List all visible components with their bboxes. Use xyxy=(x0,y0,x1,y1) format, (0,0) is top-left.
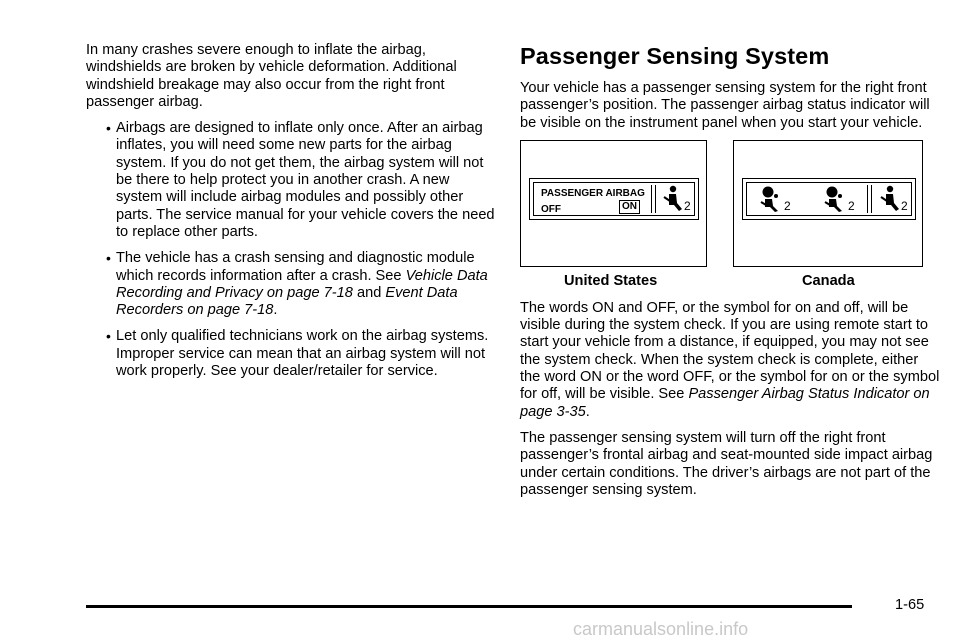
system-check-paragraph: The words ON and OFF, or the symbol for on and off, will be visible during the system check. If you are using remote start to start your vehicle from a distance, if equipped, you may not see the system check. When the system check is complete, either the word ON or the word OFF, or the symbol for on or the symbol for off, will be visible. See Passenger Airbag Status Indicator on page 3-35. xyxy=(520,299,940,420)
intro-paragraph: In many crashes severe enough to inflate the airbag, windshields are broken by vehicle deformation. Additional windshield breakage may also occur from the right front passenger airbag. xyxy=(86,42,457,110)
divider xyxy=(867,185,868,213)
section-heading: Passenger Sensing System xyxy=(520,43,830,69)
panel-on-label: ON xyxy=(619,200,640,214)
sensing-paragraph: The passenger sensing system will turn off the right front passenger’s frontal airbag and seat-mounted side impact airbag under certain conditions. The driver’s airbags are not part of the passenger sensing system. xyxy=(520,429,933,498)
superscript: 2 xyxy=(901,198,908,213)
bullet-text: and xyxy=(352,284,386,301)
us-indicator-figure xyxy=(520,140,707,267)
bullet-text: Let only qualified technicians work on the airbag systems. Improper service can mean that an airbag system will not work properly. See your dealer/retailer for service. xyxy=(116,328,489,380)
watermark: carmanualsonline.info xyxy=(573,619,749,639)
superscript: 2 xyxy=(684,198,691,213)
airbag-off-icon xyxy=(823,185,849,213)
superscript: 2 xyxy=(784,198,791,213)
panel-label: PASSENGER AIRBAG xyxy=(541,187,645,199)
cross-reference-link[interactable]: Vehicle Data Recording and Privacy on page 7-18 xyxy=(116,267,488,301)
divider xyxy=(651,185,652,213)
page-number: 1-65 xyxy=(895,597,925,613)
airbag-on-icon xyxy=(759,185,785,213)
list-item xyxy=(86,250,496,319)
list-item xyxy=(86,120,496,241)
divider xyxy=(871,185,872,213)
panel-off-label: OFF xyxy=(541,203,561,215)
right-column xyxy=(520,42,940,499)
cross-reference-link[interactable]: Event Data Recorders on page 7-18 xyxy=(116,284,458,319)
bullet-icon: • xyxy=(106,250,111,267)
figure-caption-canada: Canada xyxy=(802,272,855,289)
canada-indicator-panel xyxy=(742,178,916,220)
bullet-icon: • xyxy=(106,120,111,137)
bullet-text: The vehicle has a crash sensing and diagnostic module which records information after a crash. See xyxy=(116,250,475,284)
divider xyxy=(655,185,656,213)
footer-rule xyxy=(86,605,852,608)
bullet-icon: • xyxy=(106,328,111,345)
seated-passenger-icon xyxy=(878,185,900,213)
list-item xyxy=(86,328,496,380)
intro-paragraph: Your vehicle has a passenger sensing system for the right front passenger’s position. The passenger airbag status indicator will be visible on the instrument panel when you start your vehicle. xyxy=(520,80,930,131)
bullet-text: . xyxy=(273,302,278,319)
seated-passenger-icon xyxy=(661,185,683,213)
indicator-figures xyxy=(520,140,940,300)
cross-reference-link[interactable]: Passenger Airbag Status Indicator on page 3-35 xyxy=(520,386,930,420)
left-column xyxy=(86,42,496,380)
bullet-text: Airbags are designed to inflate only once. After an airbag inflates, you will need some new parts for the airbag system. If you do not get them, the airbag system will not be there to help protect you in another crash. A new system will include airbag modules and possibly other parts. The service manual for your vehicle covers the need to replace other parts. xyxy=(116,120,495,240)
figure-caption-us: United States xyxy=(564,272,658,289)
superscript: 2 xyxy=(848,198,855,213)
canada-indicator-figure xyxy=(733,140,923,267)
us-indicator-panel xyxy=(529,178,699,220)
